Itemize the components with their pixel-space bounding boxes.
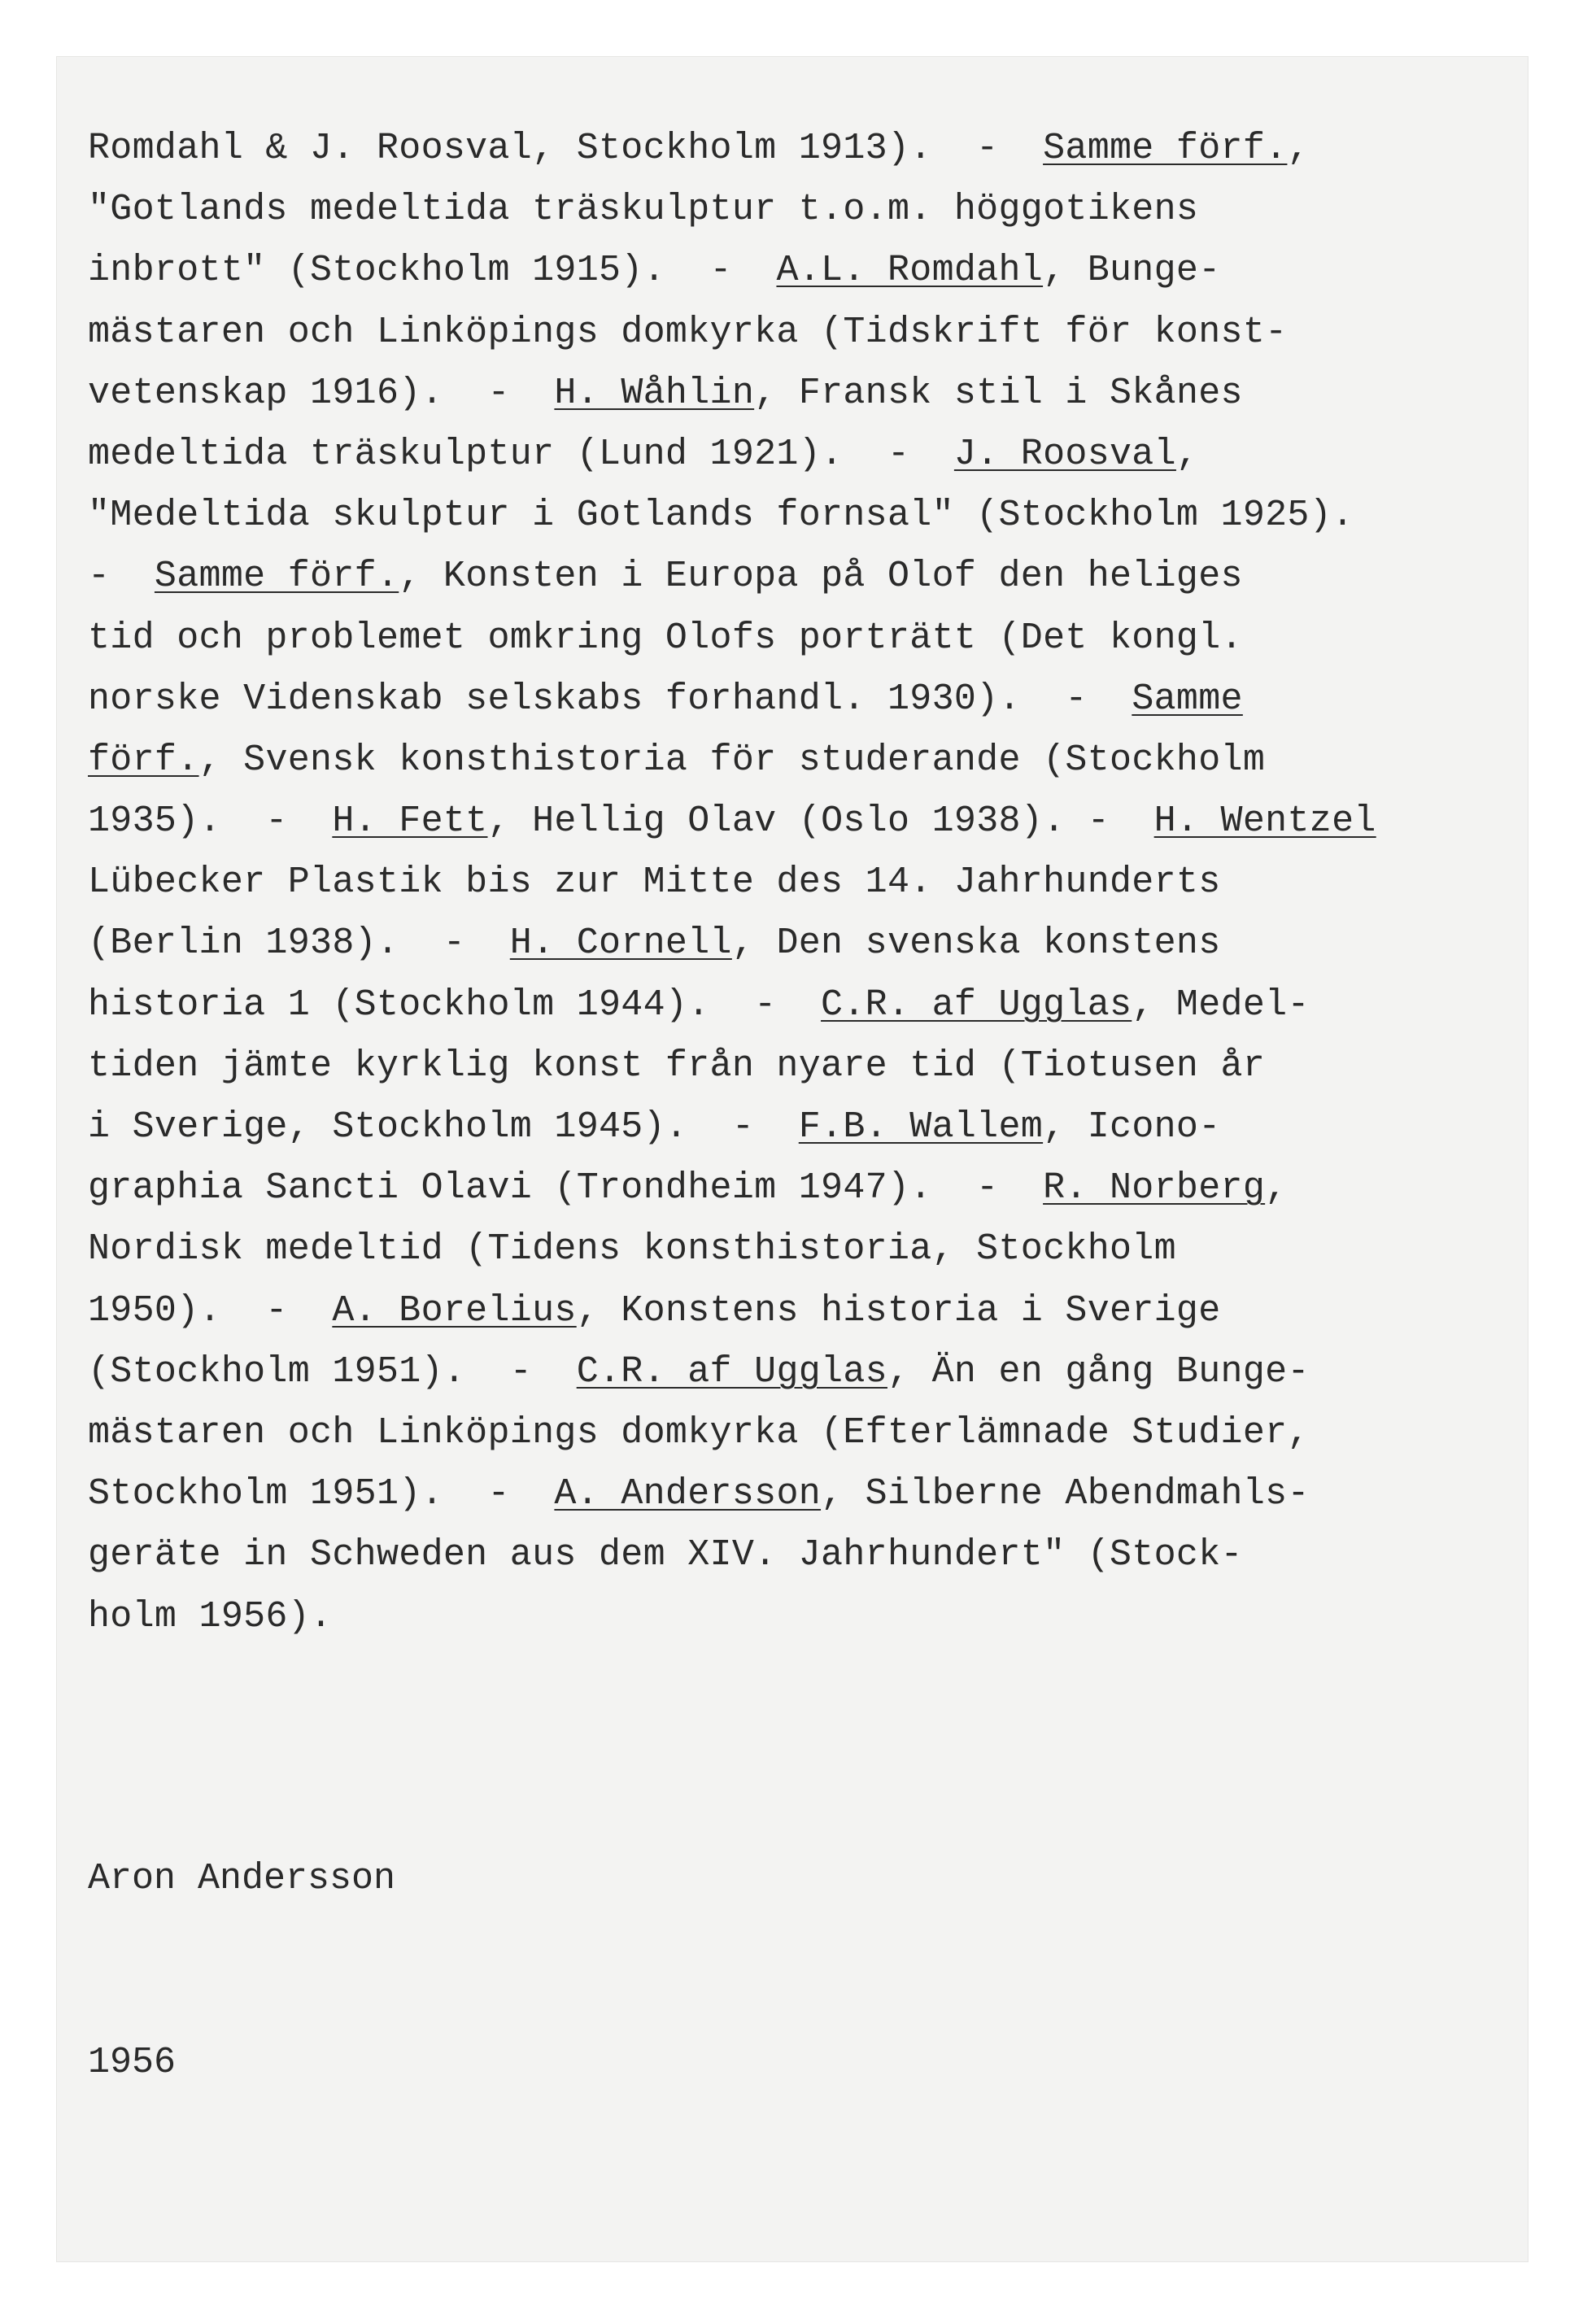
text-line [88,1097,1544,1158]
text-segment: geräte in Schweden aus dem XIV. Jahrhundert" (Stock- [88,1534,1243,1576]
text-line [88,1280,1544,1341]
text-segment: , [1175,433,1199,475]
underlined-author-name: Samme förf. [1043,128,1288,169]
text-line [88,1524,1544,1585]
text-segment: Lübecker Plastik bis zur Mitte des 14. Jahrhunderts [88,861,1221,904]
underlined-author-name: H. Wåhlin [554,372,755,414]
bibliography-text [88,118,1544,1647]
text-segment: Stockholm 1951). - [88,1473,555,1515]
text-segment: , Konstens historia i Sverige [576,1289,1221,1332]
text-segment: , Konsten i Europa på Olof den heliges [399,556,1243,598]
text-line [88,179,1544,240]
text-segment: historia 1 (Stockholm 1944). - [88,983,822,1026]
text-line [88,363,1544,424]
text-line [88,913,1544,974]
underlined-author-name: C.R. af Ugglas [821,983,1132,1026]
text-segment: , [1287,128,1310,169]
text-segment: inbrott" (Stockholm 1915). - [88,250,777,292]
text-segment: Romdahl & J. Roosval, Stockholm 1913). - [88,128,1044,169]
text-line [88,1463,1544,1524]
text-line [88,1402,1544,1463]
underlined-author-name: H. Fett [332,800,488,843]
text-segment: - [88,556,155,598]
text-segment: , Icono- [1043,1106,1221,1148]
text-line [88,1158,1544,1219]
text-segment: graphia Sancti Olavi (Trondheim 1947). - [88,1167,1044,1210]
text-segment: tid och problemet omkring Olofs porträtt (Det kongl. [88,617,1243,659]
underlined-author-name: förf. [88,739,199,781]
author-name: Aron Andersson [88,1858,396,1900]
text-segment: medeltida träskulptur (Lund 1921). - [88,433,954,475]
text-line [88,1036,1544,1097]
text-segment: vetenskap 1916). - [88,372,555,414]
text-segment: holm 1956). [88,1595,333,1637]
text-segment: "Gotlands medeltida träskulptur t.o.m. höggotikens [88,189,1199,231]
underlined-author-name: F.B. Wallem [798,1106,1044,1148]
text-segment: , Svensk konsthistoria för studerande (Stockholm [198,739,1266,781]
text-line [88,1219,1544,1280]
text-segment: 1950). - [88,1289,333,1332]
text-line [88,1341,1544,1402]
text-segment: mästaren och Linköpings domkyrka (Efterlämnade Studier, [88,1411,1310,1454]
text-line [88,302,1544,363]
text-segment: tiden jämte kyrklig konst från nyare tid (Tiotusen år [88,1044,1266,1087]
text-line [88,730,1544,791]
underlined-author-name: A.L. Romdahl [776,250,1044,292]
text-segment: (Stockholm 1951). - [88,1350,577,1393]
text-line [88,975,1544,1036]
text-segment: , Silberne Abendmahls- [821,1473,1310,1515]
underlined-author-name: H. Wentzel [1153,800,1376,843]
text-line [88,1586,1544,1647]
underlined-author-name: A. Andersson [554,1473,822,1515]
underlined-author-name: Samme förf. [154,556,399,598]
text-line [88,118,1544,179]
underlined-author-name: A. Borelius [332,1289,577,1332]
text-segment: , Hellig Olav (Oslo 1938). - [487,800,1154,843]
text-line [88,608,1544,669]
underlined-author-name: J. Roosval [953,433,1176,475]
text-line [88,546,1544,607]
underlined-author-name: Samme [1132,678,1243,720]
text-segment: norske Videnskab selskabs forhandl. 1930). - [88,678,1132,720]
text-line [88,240,1544,301]
text-segment: 1935). - [88,800,333,843]
text-line [88,791,1544,852]
signature-block [88,1726,395,2216]
text-segment: i Sverige, Stockholm 1945). - [88,1106,799,1148]
text-segment: "Medeltida skulptur i Gotlands fornsal" (Stockholm 1925). [88,495,1354,537]
text-segment: (Berlin 1938). - [88,922,510,965]
text-segment: , Fransk stil i Skånes [754,372,1243,414]
text-segment: , Bunge- [1043,250,1221,292]
text-line [88,669,1544,730]
text-line [88,485,1544,546]
underlined-author-name: C.R. af Ugglas [576,1350,887,1393]
text-segment: , Den svenska konstens [731,922,1221,965]
text-segment: Nordisk medeltid (Tidens konsthistoria, Stockholm [88,1228,1176,1271]
text-segment: , Än en gång Bunge- [887,1350,1310,1393]
text-line [88,852,1544,913]
text-line [88,424,1544,485]
underlined-author-name: H. Cornell [509,922,732,965]
signature-year: 1956 [88,2042,177,2084]
text-segment: , Medel- [1132,983,1310,1026]
underlined-author-name: R. Norberg [1043,1167,1266,1210]
text-segment: mästaren och Linköpings domkyrka (Tidskrift för konst- [88,311,1288,353]
text-segment: , [1265,1167,1288,1210]
index-card [57,57,1528,2261]
